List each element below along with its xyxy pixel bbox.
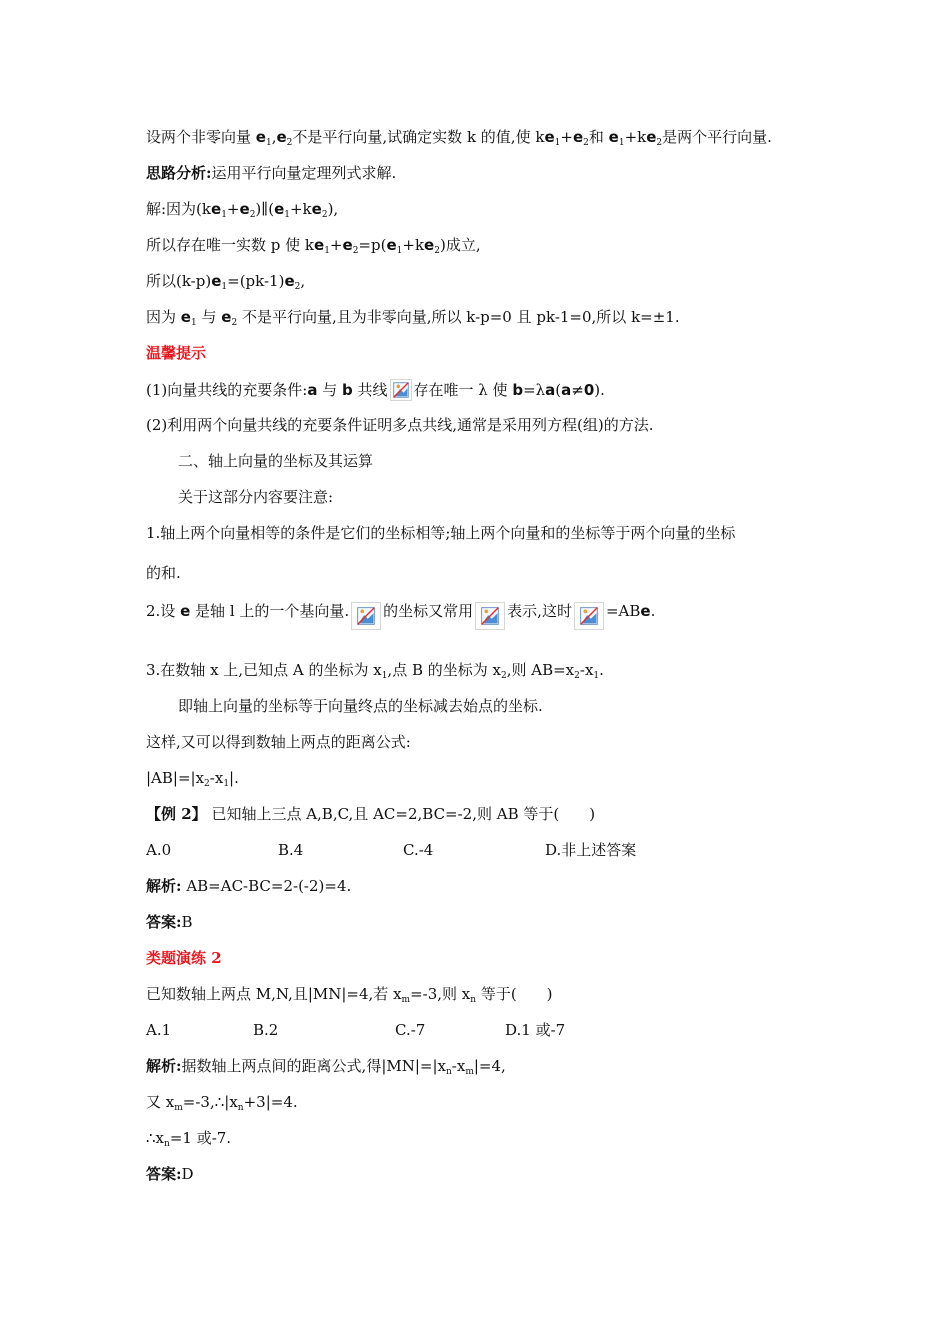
- answer-value: B: [181, 913, 193, 931]
- text: 等于( ): [476, 985, 553, 1003]
- vector-b: b: [512, 381, 524, 399]
- vector-e: e: [572, 128, 584, 146]
- vector-e: e: [180, 602, 191, 620]
- vector-e: e: [276, 128, 287, 146]
- subscript: 1: [593, 671, 600, 681]
- subscript: 2: [434, 246, 440, 256]
- point-3: [146, 660, 604, 686]
- text: ),: [327, 200, 339, 218]
- text: 和: [588, 128, 609, 146]
- text: 3.在数轴 x 上,已知点 A 的坐标为 x: [146, 661, 382, 679]
- text: |=4,: [473, 1057, 506, 1075]
- vector-a: a: [561, 381, 572, 399]
- practice-step-3: [146, 1128, 231, 1154]
- practice-analysis: [146, 1056, 506, 1082]
- vector-e: e: [180, 308, 191, 326]
- distance-intro: 这样,又可以得到数轴上两点的距离公式:: [146, 733, 411, 751]
- subscript: 1: [223, 779, 230, 789]
- vector-b: b: [341, 381, 353, 399]
- example-text: 已知轴上三点 A,B,C,且 AC=2,BC=-2,则 AB 等于( ): [206, 805, 596, 823]
- text: .: [599, 661, 604, 679]
- point-1-line-1: 1.轴上两个向量相等的条件是它们的坐标相等;轴上两个向量和的坐标等于两个向量的坐标: [146, 524, 736, 542]
- vector-e: e: [221, 308, 232, 326]
- subscript: 2: [656, 138, 663, 148]
- option-d: D.1 或-7: [505, 1021, 566, 1039]
- text: 2.设: [146, 602, 181, 620]
- answer-label: 答案:: [146, 913, 182, 931]
- problem-statement: [146, 127, 772, 153]
- subscript: m: [401, 995, 411, 1005]
- option-b: B.2: [253, 1021, 279, 1039]
- subscript: 1: [265, 138, 272, 148]
- text: )∥(: [255, 200, 275, 218]
- analysis-text: 运用平行向量定理列式求解.: [211, 164, 397, 182]
- text: 与: [317, 381, 342, 399]
- text: 表示,这时: [507, 602, 572, 620]
- subscript: 2: [321, 210, 328, 220]
- text: 不是平行向量,试确定实数 k 的值,使 k: [292, 128, 545, 146]
- text: .: [650, 602, 656, 620]
- text: -x: [579, 661, 594, 679]
- text: +k: [289, 200, 312, 218]
- subscript: 2: [231, 318, 238, 328]
- subscript: 2: [294, 282, 301, 292]
- text: ,: [271, 128, 277, 146]
- answer-label: 答案:: [146, 1165, 182, 1183]
- text: 与: [196, 308, 222, 326]
- subscript: 1: [221, 210, 227, 220]
- analysis-label: 解析:: [146, 877, 182, 895]
- text: 又 x: [146, 1093, 175, 1111]
- text: =(pk-1): [227, 272, 285, 290]
- subscript: 2: [500, 671, 507, 681]
- example-tag: 【例 2】: [146, 805, 207, 823]
- text: =AB: [605, 602, 641, 620]
- analysis-text: AB=AC-BC=2-(-2)=4.: [181, 877, 352, 895]
- text: 因为: [146, 308, 181, 326]
- text: 所以(k-p): [146, 272, 212, 290]
- vector-e: e: [284, 272, 295, 290]
- distance-formula: [146, 768, 239, 794]
- section-intro: 关于这部分内容要注意:: [178, 488, 334, 506]
- text: +3|=4.: [243, 1093, 298, 1111]
- example-2: [146, 804, 595, 824]
- vector-e: e: [239, 200, 250, 218]
- text: ,点 B 的坐标为 x: [387, 661, 501, 679]
- text: 据数轴上两点间的距离公式,得|MN|=|x: [181, 1057, 446, 1075]
- vector-e: e: [342, 236, 353, 254]
- text: -x: [451, 1057, 466, 1075]
- subscript: 2: [352, 246, 359, 256]
- tip-line-2: (2)利用两个向量共线的充要条件证明多点共线,通常是采用列方程(组)的方法.: [146, 416, 654, 434]
- vector-e: e: [386, 236, 397, 254]
- text: =p(: [358, 236, 387, 254]
- subscript: 2: [574, 671, 580, 681]
- vector-e: e: [640, 602, 651, 620]
- text: 的坐标又常用: [383, 602, 474, 620]
- text: =-3,∴|x: [182, 1093, 238, 1111]
- vector-e: e: [274, 200, 285, 218]
- subscript: n: [470, 995, 477, 1005]
- text: 解:因为(k: [146, 200, 211, 218]
- practice-step-2: [146, 1092, 298, 1118]
- practice-title: 类题演练 2: [146, 949, 222, 967]
- solution-line-1: [146, 199, 338, 225]
- subscript: 2: [583, 138, 589, 148]
- subscript: 1: [324, 246, 330, 256]
- subscript: n: [446, 1067, 452, 1077]
- vector-e: e: [311, 200, 322, 218]
- subscript: 1: [284, 210, 290, 220]
- point-2: [146, 601, 655, 630]
- subscript: m: [174, 1103, 183, 1113]
- vector-a: a: [307, 381, 318, 399]
- point-1-line-2: 的和.: [146, 564, 181, 582]
- text: 存在唯一 λ 使: [413, 381, 513, 399]
- text: 已知数轴上两点 M,N,且|MN|=4,若 x: [146, 985, 402, 1003]
- practice-answer: [146, 1164, 194, 1184]
- text: 是两个平行向量.: [662, 128, 772, 146]
- example-2-answer: [146, 912, 193, 932]
- broken-image-icon: [574, 602, 604, 630]
- option-c: C.-7: [395, 1021, 426, 1039]
- subscript: 2: [286, 138, 293, 148]
- subscript: n: [164, 1139, 170, 1149]
- text: ,: [300, 272, 306, 290]
- tip-title: 温馨提示: [146, 344, 207, 362]
- practice-question: [146, 984, 553, 1010]
- subscript: 2: [204, 779, 210, 789]
- text: -x: [209, 769, 224, 787]
- vector-a: a: [545, 381, 556, 399]
- text: +k: [624, 128, 647, 146]
- text: 所以存在唯一实数 p 使 k: [146, 236, 314, 254]
- subscript: 2: [249, 210, 256, 220]
- text: 设两个非零向量: [146, 128, 256, 146]
- text: +: [226, 200, 240, 218]
- text: +: [560, 128, 573, 146]
- text: ≠: [571, 381, 584, 399]
- solution-line-4: [146, 307, 680, 333]
- text: )成立,: [439, 236, 481, 254]
- text: (: [555, 381, 562, 399]
- text: =-3,则 x: [410, 985, 471, 1003]
- solution-line-2: [146, 235, 481, 261]
- vector-e: e: [608, 128, 619, 146]
- subscript: 1: [381, 671, 388, 681]
- subscript: 1: [554, 138, 561, 148]
- text: 不是平行向量,且为非零向量,所以 k-p=0 且 pk-1=0,所以 k=±1.: [237, 308, 680, 326]
- vector-e: e: [314, 236, 325, 254]
- option-b: B.4: [278, 841, 304, 859]
- vector-e: e: [544, 128, 555, 146]
- text: +k: [402, 236, 425, 254]
- zero-vector: 0: [583, 381, 595, 399]
- subscript: 1: [618, 138, 625, 148]
- option-a: A.0: [146, 841, 172, 859]
- vector-e: e: [211, 272, 222, 290]
- text: ∴x: [146, 1129, 165, 1147]
- answer-value: D: [181, 1165, 194, 1183]
- text: |AB|=|x: [146, 769, 205, 787]
- section-title: 二、轴上向量的坐标及其运算: [178, 452, 374, 470]
- broken-image-icon: [475, 602, 505, 630]
- analysis-label: 思路分析:: [146, 164, 212, 182]
- subscript: 1: [396, 246, 403, 256]
- text: ,则 AB=x: [506, 661, 575, 679]
- option-a: A.1: [146, 1021, 172, 1039]
- solution-line-3: [146, 271, 305, 297]
- vector-e: e: [646, 128, 657, 146]
- option-c: C.-4: [403, 841, 434, 859]
- subscript: 1: [190, 318, 197, 328]
- text: (1)向量共线的充要条件:: [146, 381, 308, 399]
- broken-image-icon: [390, 379, 412, 401]
- analysis-label: 解析:: [146, 1057, 182, 1075]
- vector-e: e: [211, 200, 222, 218]
- text: 是轴 l 上的一个基向量.: [190, 602, 350, 620]
- option-d: D.非上述答案: [545, 841, 637, 859]
- analysis-line: [146, 163, 396, 183]
- text: =1 或-7.: [169, 1129, 232, 1147]
- text: ).: [594, 381, 605, 399]
- text: |.: [229, 769, 239, 787]
- tip-line-1: [146, 379, 605, 401]
- broken-image-icon: [351, 602, 381, 630]
- subscript: 1: [221, 282, 228, 292]
- text: +: [329, 236, 343, 254]
- text: =λ: [523, 381, 546, 399]
- point-3-note: 即轴上向量的坐标等于向量终点的坐标减去始点的坐标.: [178, 697, 543, 715]
- vector-e: e: [255, 128, 266, 146]
- subscript: m: [465, 1067, 474, 1077]
- example-2-analysis: [146, 876, 351, 896]
- vector-e: e: [424, 236, 435, 254]
- text: 共线: [352, 381, 388, 399]
- subscript: n: [237, 1103, 244, 1113]
